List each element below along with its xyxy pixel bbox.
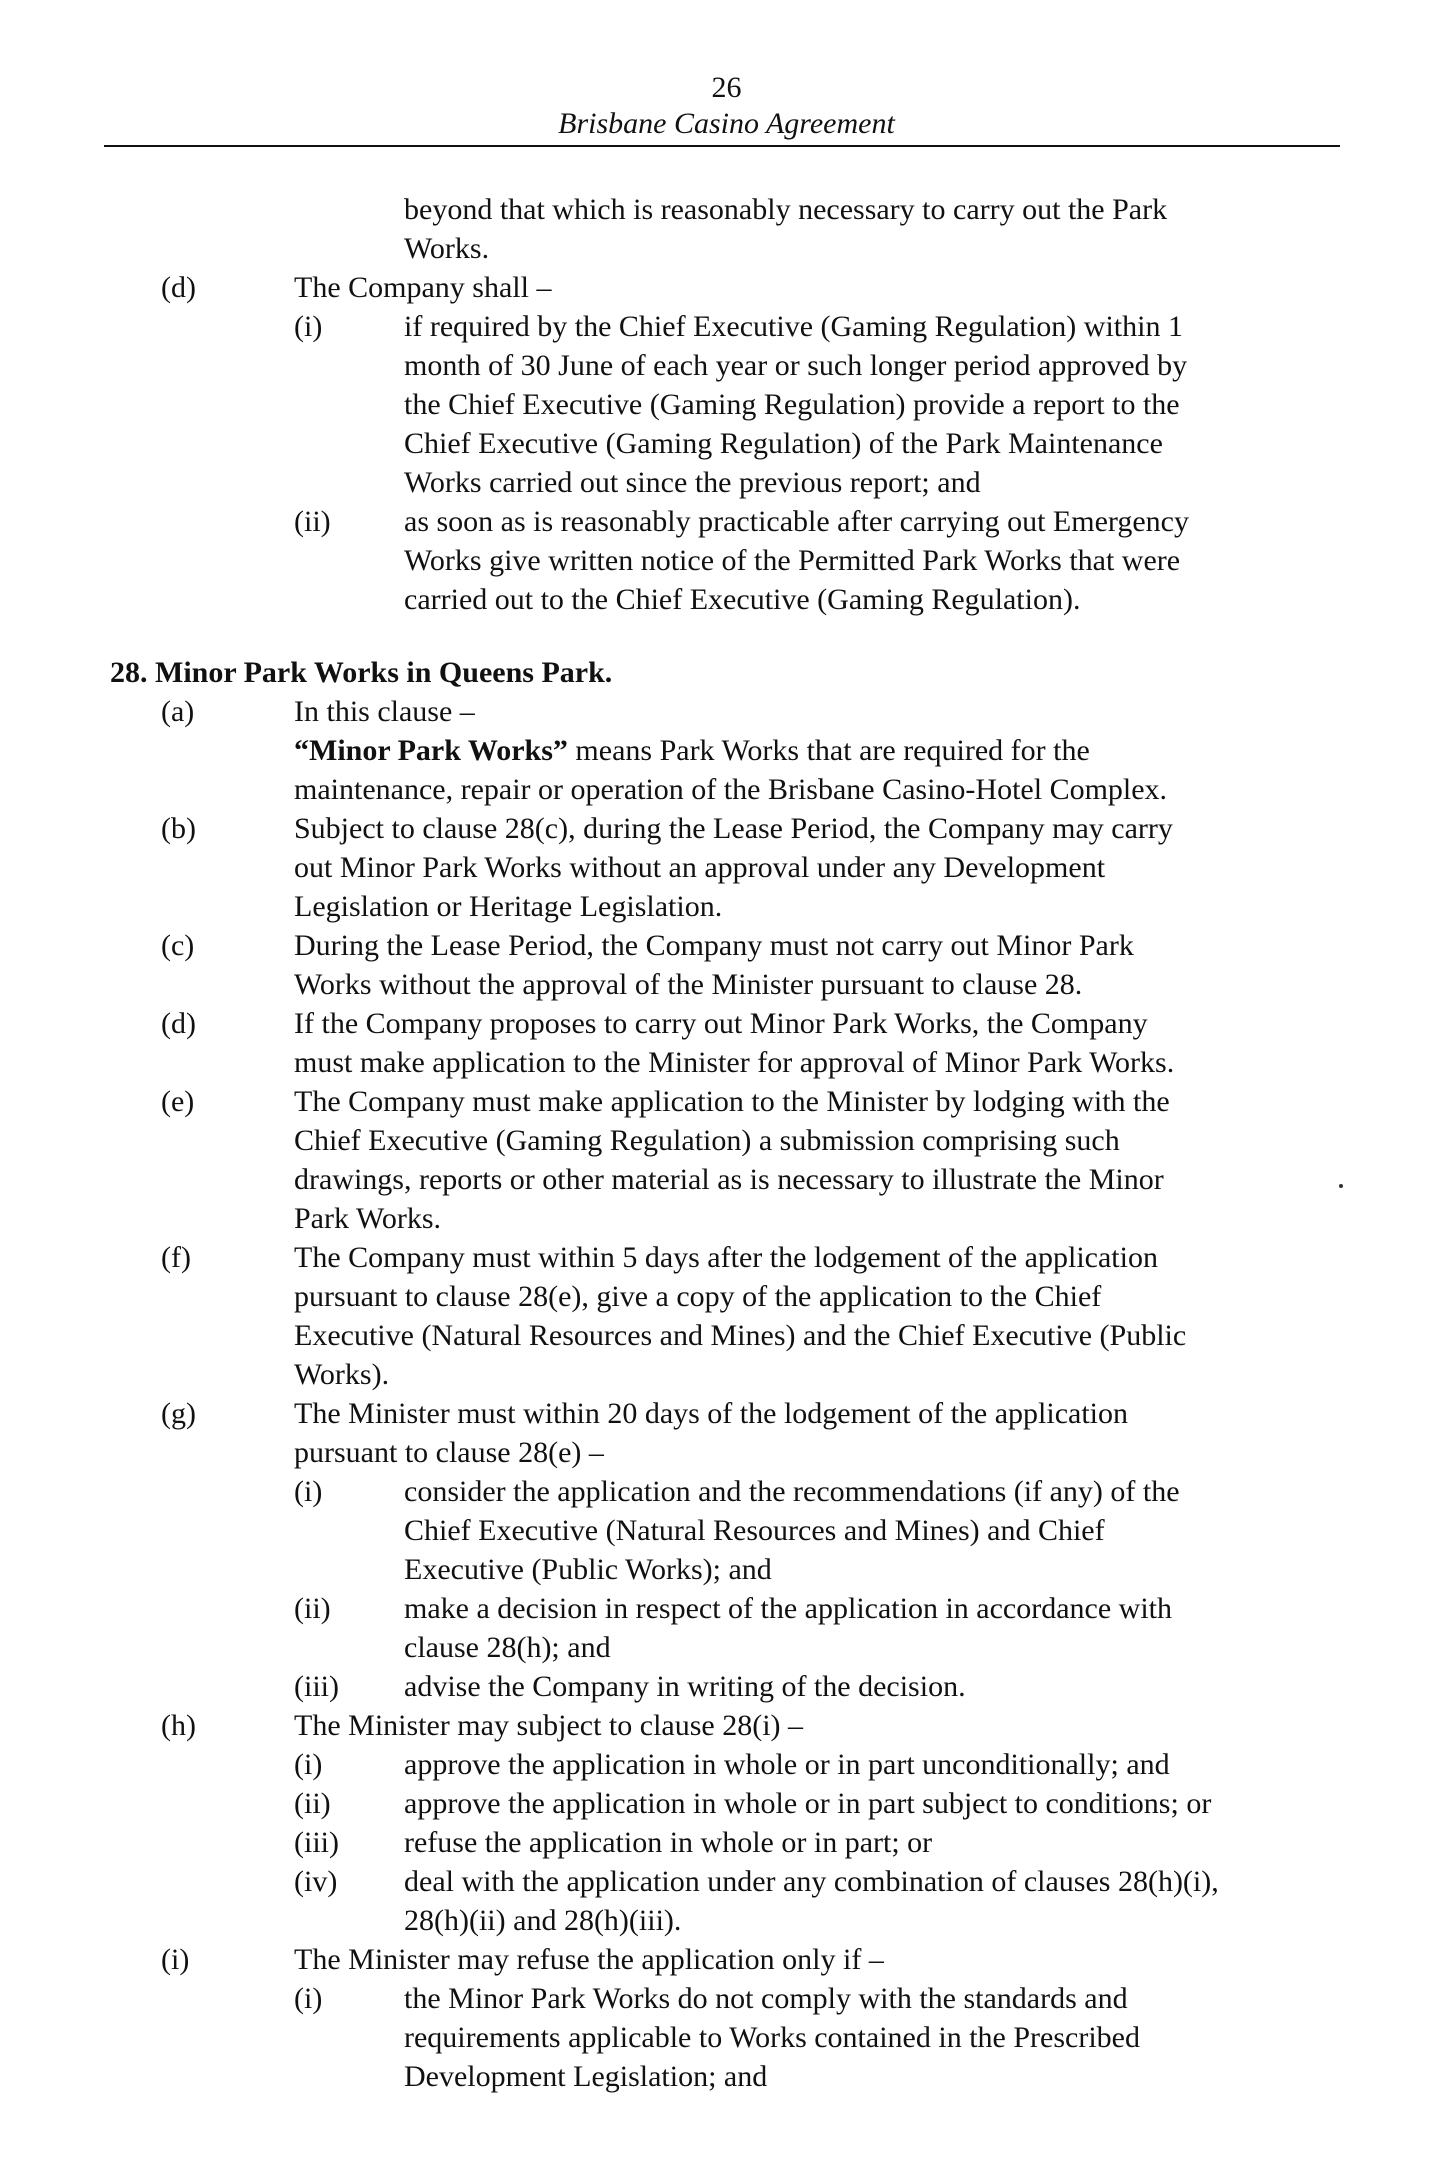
item-label: (d): [161, 1007, 196, 1040]
item-line: Works).: [294, 1358, 390, 1391]
clause-28-heading: [0, 653, 1453, 692]
item-line: Executive (Natural Resources and Mines) and the Chief Executive (Public: [294, 1319, 1187, 1352]
clause-28-a: (a) In this clause –: [0, 692, 1453, 731]
sub-item-line: 28(h)(ii) and 28(h)(iii).: [404, 1904, 682, 1937]
page-number: 26: [711, 71, 742, 104]
sub-item-label: (i): [294, 1748, 323, 1781]
item-label: (h): [161, 1709, 196, 1742]
item-line: Legislation or Heritage Legislation.: [294, 890, 723, 923]
clause-28-b: (b) Subject to clause 28(c), during the Lease Period, the Company may carry: [0, 809, 1453, 848]
item-label: (c): [161, 929, 195, 962]
document-body: [0, 190, 1453, 2096]
sub-item-label: (iii): [294, 1670, 339, 1703]
item-line: drawings, reports or other material as is necessary to illustrate the Minor: [294, 1163, 1164, 1196]
sub-item-line: (i) consider the application and the recommendations (if any) of the: [0, 1472, 1453, 1511]
sub-item-line: carried out to the Chief Executive (Gaming Regulation).: [404, 583, 1081, 616]
sub-item-line: Chief Executive (Gaming Regulation) of the Park Maintenance: [404, 427, 1163, 460]
item-label: (i): [161, 1943, 190, 1976]
item-line: Chief Executive (Gaming Regulation) a submission comprising such: [294, 1124, 1120, 1157]
clause-28-g: (g) The Minister must within 20 days of the lodgement of the application: [0, 1394, 1453, 1433]
clause-28-e: (e) The Company must make application to the Minister by lodging with the: [0, 1082, 1453, 1121]
clause-28-d: (d) If the Company proposes to carry out Minor Park Works, the Company: [0, 1004, 1453, 1043]
running-header-title: Brisbane Casino Agreement: [558, 107, 895, 140]
sub-item-line: month of 30 June of each year or such longer period approved by: [404, 349, 1188, 382]
scan-speck: [1339, 1184, 1343, 1188]
item-label: (a): [161, 695, 195, 728]
item-label: (g): [161, 1397, 196, 1430]
sub-item-line: Works carried out since the previous report; and: [404, 466, 981, 499]
item-line: out Minor Park Works without an approval under any Development: [294, 851, 1106, 884]
sub-item-line: the Chief Executive (Gaming Regulation) provide a report to the: [404, 388, 1180, 421]
sub-item-line: (iv) deal with the application under any combination of clauses 28(h)(i),: [0, 1862, 1453, 1901]
sub-item-line: (ii) make a decision in respect of the application in accordance with: [0, 1589, 1453, 1628]
sub-item-label: (i): [294, 310, 323, 343]
item-line: pursuant to clause 28(e) –: [294, 1436, 604, 1469]
sub-item-line: Works give written notice of the Permitted Park Works that were: [404, 544, 1181, 577]
sub-item-line: Executive (Public Works); and: [404, 1553, 772, 1586]
item-line: pursuant to clause 28(e), give a copy of the application to the Chief: [294, 1280, 1102, 1313]
clause-28-h: (h) The Minister may subject to clause 28(i) –: [0, 1706, 1453, 1745]
sub-item-label: (ii): [294, 505, 331, 538]
continuation-line: beyond that which is reasonably necessary to carry out the Park: [404, 193, 1168, 226]
definition-line: “Minor Park Works” means Park Works that are required for the: [294, 734, 1090, 767]
item-line: must make application to the Minister for approval of Minor Park Works.: [294, 1046, 1175, 1079]
sub-item-line: (ii) as soon as is reasonably practicable after carrying out Emergency: [0, 502, 1453, 541]
sub-item-label: (i): [294, 1475, 323, 1508]
item-text: The Company shall –: [294, 271, 552, 304]
sub-item-label: (i): [294, 1982, 323, 2015]
sub-item-line: (i) the Minor Park Works do not comply with the standards and: [0, 1979, 1453, 2018]
sub-item-line: Development Legislation; and: [404, 2060, 768, 2093]
sub-item-line: (i) if required by the Chief Executive (Gaming Regulation) within 1: [0, 307, 1453, 346]
sub-item-label: (iv): [294, 1865, 338, 1898]
item-label: (b): [161, 812, 196, 845]
item-label: (f): [161, 1241, 191, 1274]
sub-item-label: (ii): [294, 1592, 331, 1625]
sub-item-line: clause 28(h); and: [404, 1631, 611, 1664]
section-heading: 28. Minor Park Works in Queens Park.: [110, 656, 613, 689]
sub-item-line: (iii) refuse the application in whole or in part; or: [0, 1823, 1453, 1862]
sub-item-line: Chief Executive (Natural Resources and Mines) and Chief: [404, 1514, 1105, 1547]
sub-item-line: (iii) advise the Company in writing of the decision.: [0, 1667, 1453, 1706]
clause-28-f: (f) The Company must within 5 days after the lodgement of the application: [0, 1238, 1453, 1277]
sub-item-label: (iii): [294, 1826, 339, 1859]
defined-term: “Minor Park Works”: [294, 734, 568, 767]
sub-item-line: (i) approve the application in whole or in part unconditionally; and: [0, 1745, 1453, 1784]
clause-28-c: (c) During the Lease Period, the Company must not carry out Minor Park: [0, 926, 1453, 965]
clause-27-d: [0, 268, 1453, 307]
item-label: (d): [161, 271, 196, 304]
item-label: (e): [161, 1085, 195, 1118]
sub-item-label: (ii): [294, 1787, 331, 1820]
clause-28-i: (i) The Minister may refuse the application only if –: [0, 1940, 1453, 1979]
item-line: Works without the approval of the Minister pursuant to clause 28.: [294, 968, 1083, 1001]
header-rule: [104, 145, 1340, 147]
sub-item-line: requirements applicable to Works contained in the Prescribed: [404, 2021, 1140, 2054]
continuation-line: Works.: [404, 232, 490, 265]
item-line: Park Works.: [294, 1202, 442, 1235]
definition-line: maintenance, repair or operation of the Brisbane Casino-Hotel Complex.: [294, 773, 1168, 806]
sub-item-line: (ii) approve the application in whole or in part subject to conditions; or: [0, 1784, 1453, 1823]
